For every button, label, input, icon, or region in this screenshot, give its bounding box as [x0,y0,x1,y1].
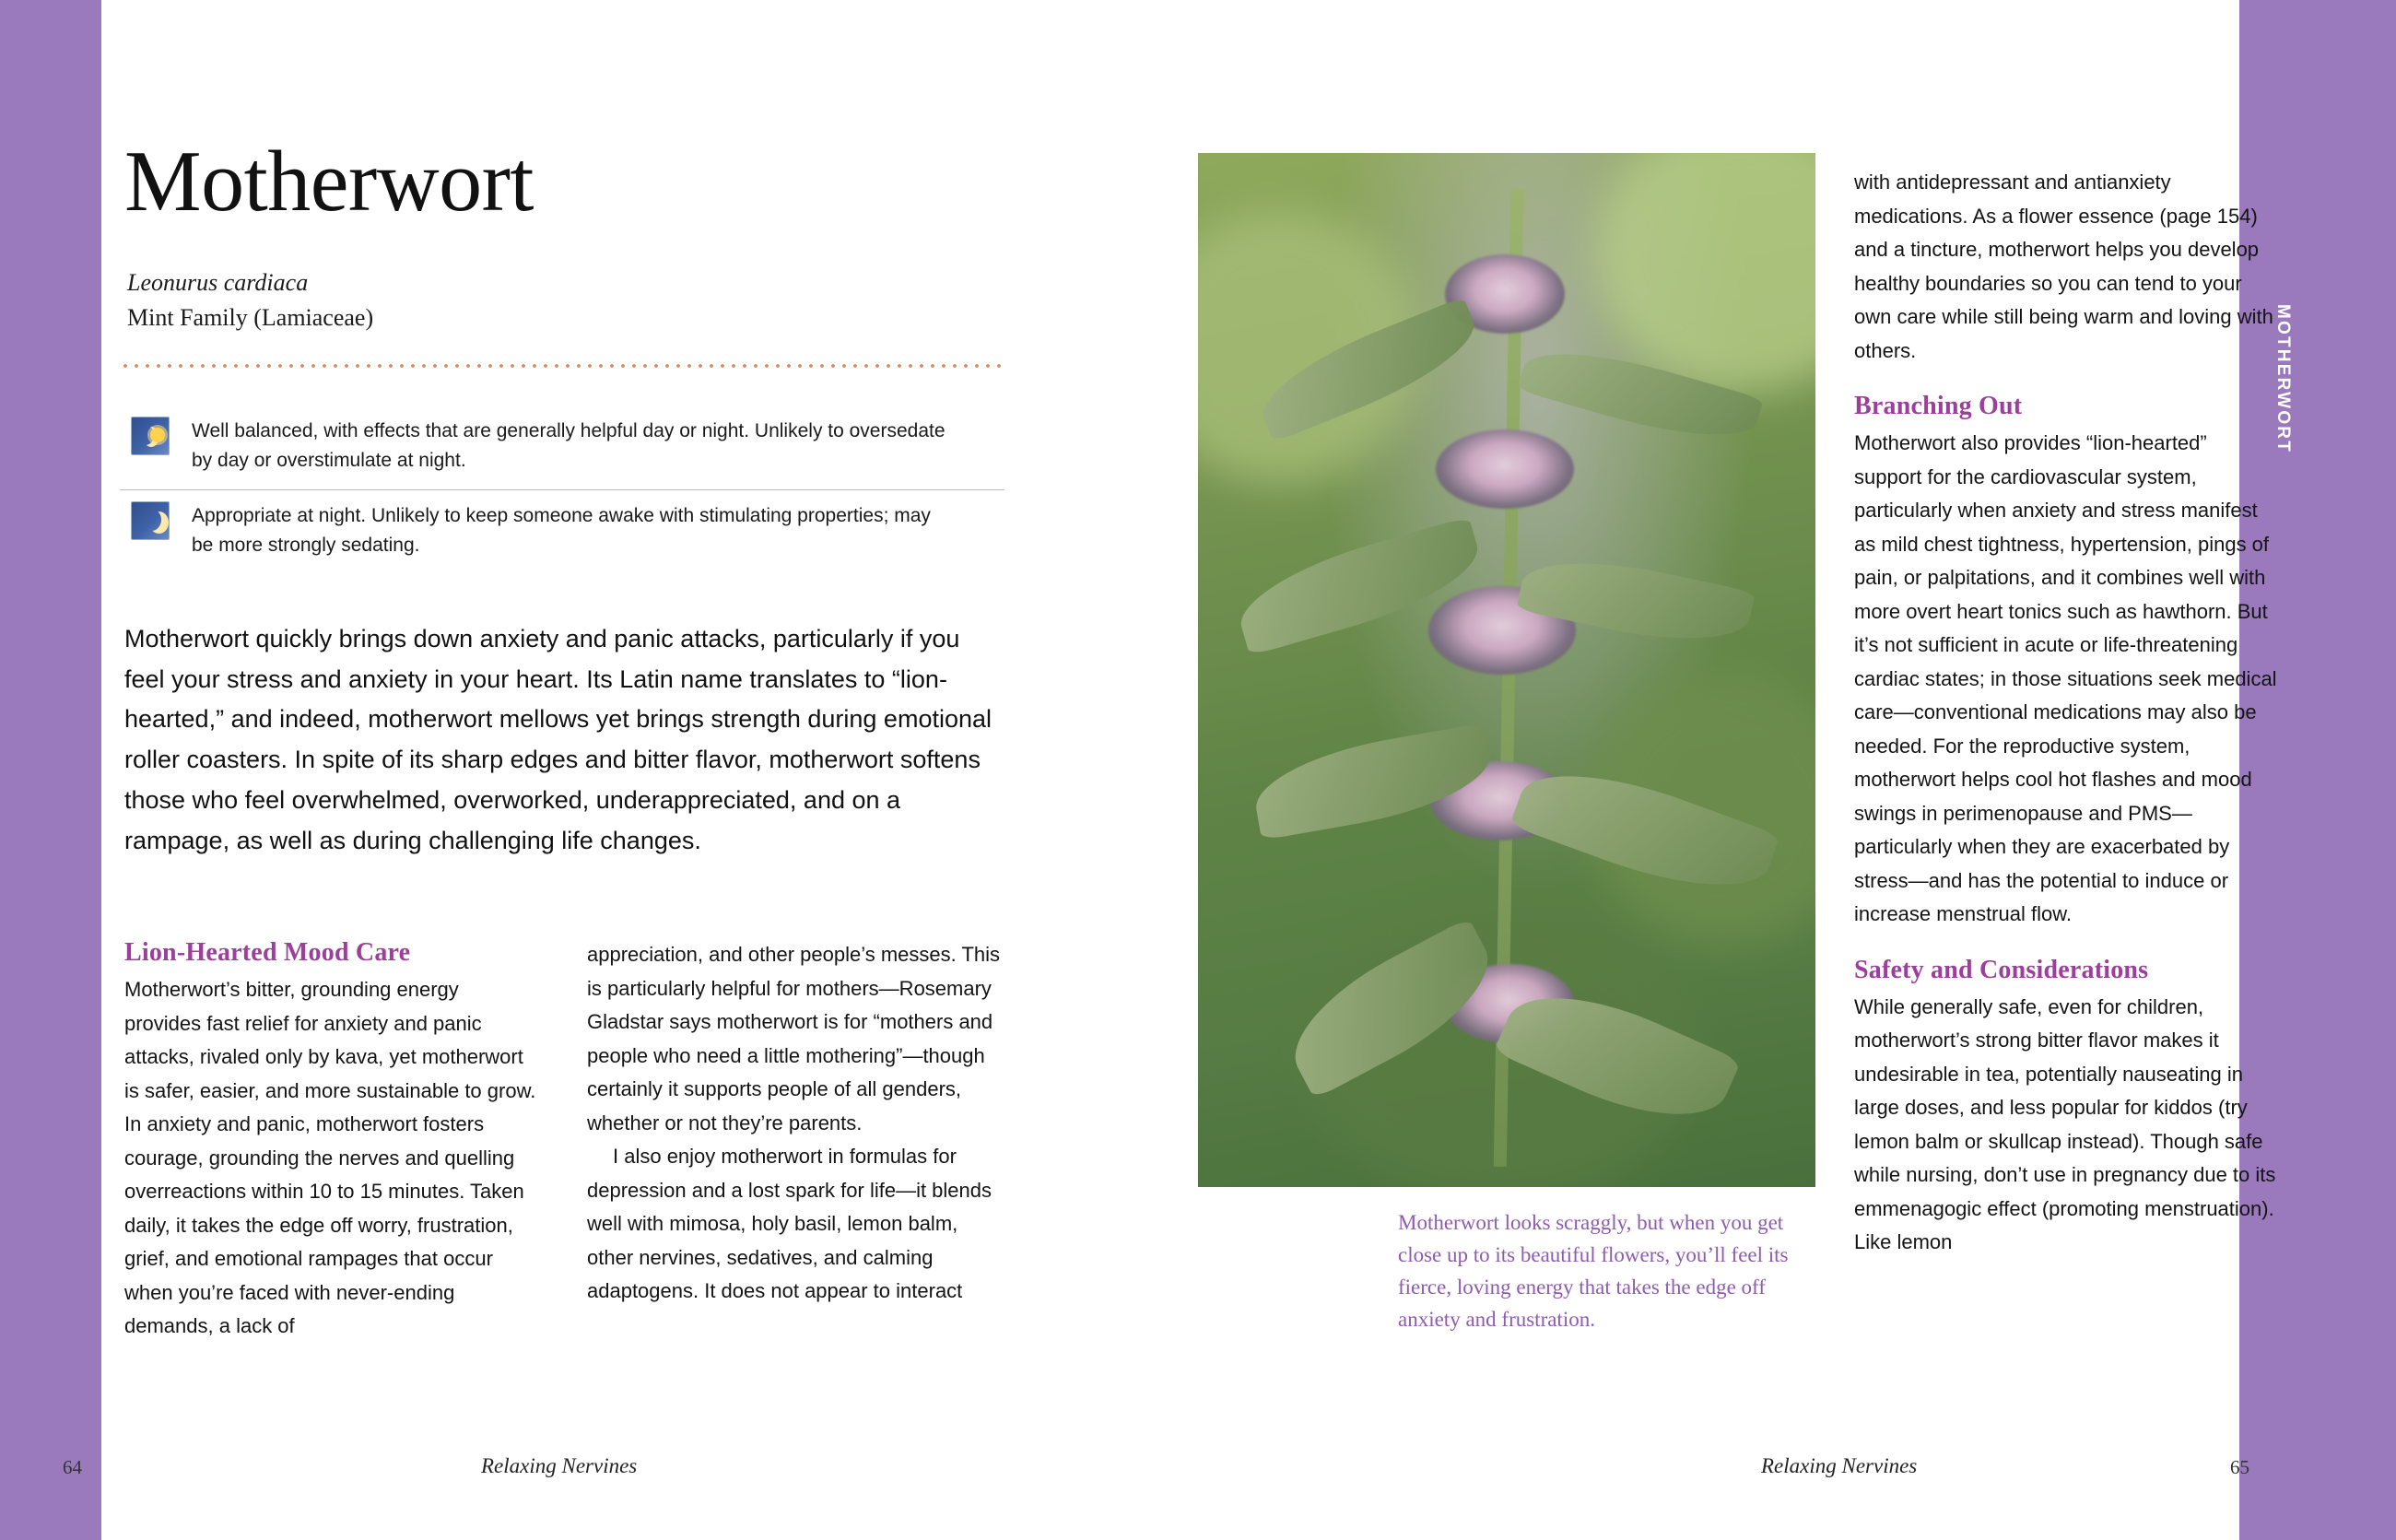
right-page-column [1854,166,2278,1260]
side-tab-label: MOTHERWORT [2273,304,2293,454]
body-paragraph: Motherwort’s bitter, grounding energy provides fast relief for anxiety and panic attacks, rivaled only by kava, yet motherwort is safer, easier, and more sustainable to grow. In anxiety and panic, motherwort fosters courage, grounding the nerves and quelling overreactions within 10 to 15 minutes. Taken daily, it takes the edge off worry, frustration, grief, and emotional rampages that occur when you’re faced with never-ending demands, a lack of [124,978,536,1338]
day-night-icon [131,417,170,455]
body-paragraph: appreciation, and other people’s messes. This is particularly helpful for mothers—Rosemary Gladstar says motherwort is for “mothers and people who need a little mothering”—though certainly it supports people of all genders, whether or not they’re parents. [587,943,1001,1134]
branching-out-heading: Branching Out [1854,392,2023,421]
folio-left: 64 [63,1456,82,1478]
page-title: Motherwort [124,134,534,229]
dotted-divider [120,364,1004,368]
body-paragraph: I also enjoy motherwort in formulas for depression and a lost spark for life—it blends well with mimosa, holy basil, lemon balm, other nervines, sedatives, and calming adaptogens. It does not appear to interact [587,1145,992,1303]
plant-family: Mint Family (Lamiaceae) [127,304,374,331]
left-page-columns [124,938,1004,1344]
motherwort-photo [1198,153,1815,1187]
body-paragraph: While generally safe, even for children, motherwort’s strong bitter flavor makes it undesirable in tea, potentially nauseating in large doses, and less popular for kiddos (try lemon balm or skullcap instead). Though safe while nursing, don’t use in pregnancy due to its emmenagogic effect (promoting menstruation). Like lemon [1854,994,2276,1254]
left-purple-band [0,0,101,1540]
folio-right: 65 [2230,1456,2249,1478]
energetic-row [120,490,1004,574]
running-head-left: Relaxing Nervines [481,1454,638,1477]
column-two [587,938,1002,1344]
column-one [124,938,539,1344]
intro-paragraph: Motherwort quickly brings down anxiety and panic attacks, particularly if you feel your stress and anxiety in your heart. Its Latin name translates to “lion-hearted,” and indeed, motherwort mellows yet brings strength during emotional roller coasters. In spite of its sharp edges and bitter flavor, motherwort softens those who feel overwhelmed, overworked, underappreciated, and on a rampage, as well as during challenging life changes. [124,625,992,854]
running-head-right: Relaxing Nervines [1761,1454,1918,1477]
right-purple-band [2295,0,2396,1540]
energetic-text: Appropriate at night. Unlikely to keep someone awake with stimulating properties; may be more strongly sedating. [192,505,931,556]
latin-name: Leonurus cardiaca [127,269,309,296]
safety-heading: Safety and Considerations [1854,955,2149,984]
energetic-text: Well balanced, with effects that are generally helpful day or night. Unlikely to oversedate by day or overstimulate at night. [192,420,945,471]
energetics-list [120,406,1004,574]
photo-caption: Motherwort looks scraggly, but when you get close up to its beautiful flowers, you’ll feel its fierce, loving energy that takes the edge off anxiety and frustration. [1398,1211,1789,1331]
section-heading: Lion-Hearted Mood Care [124,938,411,967]
energetic-row [120,406,1004,490]
body-paragraph: Motherwort also provides “lion-hearted” support for the cardiovascular system, particularly when anxiety and stress manifest as mild chest tightness, hypertension, pings of pain, or palpitations, and it combines well with more overt heart tonics such as hawthorn. But it’s not sufficient in acute or life-threatening cardiac states; in those situations seek medical care—conventional medications may also be needed. For the reproductive system, motherwort helps cool hot flashes and mood swings in perimenopause and PMS—particularly when they are exacerbated by stress—and has the potential to induce or increase menstrual flow. [1854,431,2277,926]
moon-icon [131,501,170,540]
body-paragraph: with antidepressant and antianxiety medications. As a flower essence (page 154) and a tincture, motherwort helps you develop healthy boundaries so you can tend to your own care while still being warm and loving with others. [1854,170,2273,362]
